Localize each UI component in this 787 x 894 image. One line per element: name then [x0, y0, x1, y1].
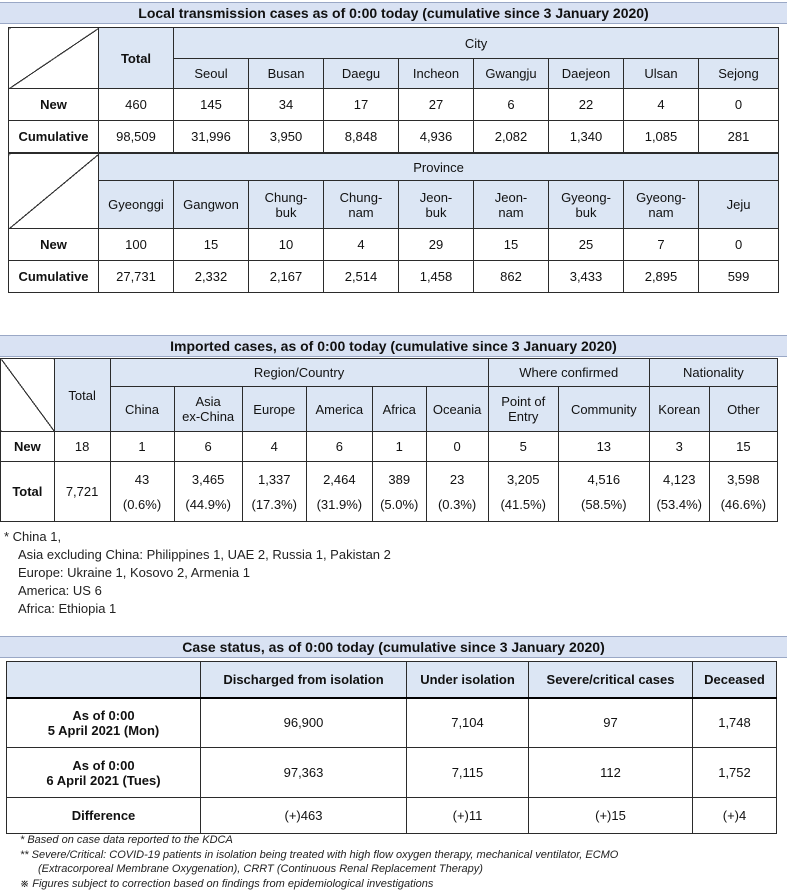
- imported-new-total: 18: [54, 432, 110, 462]
- imported-new-label: New: [1, 432, 55, 462]
- city-cum-cell: 281: [699, 121, 779, 153]
- imported-note-line: Africa: Ethiopia 1: [18, 601, 117, 616]
- prov-col: Gangwon: [174, 181, 249, 229]
- imported-note-line: Asia excluding China: Philippines 1, UAE 2, Russia 1, Pakistan 2: [18, 547, 391, 562]
- imported-total-cell: [488, 462, 558, 522]
- status-section-title: Case status, as of 0:00 today (cumulative since 3 January 2020): [0, 636, 787, 658]
- city-col-gwangju: Gwangju: [474, 59, 549, 89]
- status-cell: 7,104: [407, 698, 529, 748]
- status-row-label: [7, 748, 201, 798]
- imported-col: Other: [709, 387, 777, 432]
- city-cum-cell: 1,340: [549, 121, 624, 153]
- imported-total-cell: [372, 462, 426, 522]
- status-footnote: * Based on case data reported to the KDCA: [20, 834, 233, 846]
- prov-col: Jeon- buk: [399, 181, 474, 229]
- city-group-header: City: [174, 28, 779, 59]
- prov-new-cell: 7: [624, 229, 699, 261]
- city-new-label: New: [9, 89, 99, 121]
- imported-col: America: [306, 387, 372, 432]
- local-city-table: [8, 27, 779, 153]
- status-diff-cell: (+)463: [201, 798, 407, 834]
- city-col-sejong: Sejong: [699, 59, 779, 89]
- prov-new-cell: 10: [249, 229, 324, 261]
- imported-nationality-header: Nationality: [649, 359, 777, 387]
- status-col-severe: Severe/critical cases: [529, 662, 693, 698]
- prov-col: Gyeonggi: [99, 181, 174, 229]
- city-cum-cell: 4,936: [399, 121, 474, 153]
- status-row-label-line1: As of 0:00: [72, 707, 135, 723]
- imported-total-cell: [426, 462, 488, 522]
- imported-total-pct: (0.3%): [437, 496, 477, 512]
- status-cell: 7,115: [407, 748, 529, 798]
- status-footnote: ** Severe/Critical: COVID-19 patients in isolation being treated with high flow oxygen therapy, mechanical ventilator, ECMO: [20, 849, 619, 861]
- city-cum-cell: 3,950: [249, 121, 324, 153]
- status-footnote: ※ Figures subject to correction based on findings from epidemiological investigations: [20, 878, 434, 890]
- imported-total-cell: [306, 462, 372, 522]
- imported-total-value: 2,464: [323, 471, 356, 487]
- imported-col: Africa: [372, 387, 426, 432]
- city-cum-cell: 1,085: [624, 121, 699, 153]
- imported-total-header: Total: [54, 359, 110, 432]
- imported-total-cell: [110, 462, 174, 522]
- prov-new-cell: 15: [174, 229, 249, 261]
- prov-col: Jeju: [699, 181, 779, 229]
- city-total-header: Total: [99, 28, 174, 89]
- status-cell: 97: [529, 698, 693, 748]
- imported-total-pct: (5.0%): [380, 496, 419, 512]
- imported-total-pct: (31.9%): [316, 496, 363, 512]
- status-cell: 96,900: [201, 698, 407, 748]
- imported-new-cell: 1: [110, 432, 174, 462]
- status-row-label-line2: 6 April 2021 (Tues): [46, 772, 161, 788]
- imported-total-pct: (41.5%): [500, 496, 546, 512]
- imported-region-header: Region/Country: [110, 359, 488, 387]
- imported-total-pct: (53.4%): [656, 496, 702, 512]
- imported-total-value: 4,123: [662, 471, 696, 487]
- imported-total-value: 4,516: [587, 471, 621, 487]
- prov-cum-cell: 862: [474, 261, 549, 293]
- city-corner-cell: [9, 28, 99, 89]
- imported-total-value: 3,465: [191, 471, 225, 487]
- imported-new-cell: 6: [306, 432, 372, 462]
- imported-new-cell: 0: [426, 432, 488, 462]
- prov-cum-cell: 2,514: [324, 261, 399, 293]
- imported-col: Asia ex-China: [174, 387, 242, 432]
- imported-total-pct: (44.9%): [185, 496, 231, 512]
- local-province-table: [8, 153, 779, 293]
- status-cell: 1,748: [693, 698, 777, 748]
- city-new-cell: 145: [174, 89, 249, 121]
- province-group-header: Province: [99, 154, 779, 181]
- prov-new-label: New: [9, 229, 99, 261]
- status-corner-cell: [7, 662, 201, 698]
- imported-new-cell: 1: [372, 432, 426, 462]
- prov-cum-cell: 2,895: [624, 261, 699, 293]
- imported-total-pct: (0.6%): [122, 496, 162, 512]
- prov-cum-cell: 599: [699, 261, 779, 293]
- city-cum-cell: 2,082: [474, 121, 549, 153]
- prov-new-cell: 29: [399, 229, 474, 261]
- prov-col: Gyeong- buk: [549, 181, 624, 229]
- city-cum-label: Cumulative: [9, 121, 99, 153]
- imported-new-cell: 4: [242, 432, 306, 462]
- prov-cum-cell: 2,332: [174, 261, 249, 293]
- imported-total-value: 23: [449, 471, 465, 487]
- status-row-label-line1: As of 0:00: [72, 757, 135, 773]
- prov-col: Chung- buk: [249, 181, 324, 229]
- city-col-seoul: Seoul: [174, 59, 249, 89]
- city-new-cell: 27: [399, 89, 474, 121]
- prov-new-cell: 15: [474, 229, 549, 261]
- status-diff-cell: (+)11: [407, 798, 529, 834]
- imported-total-value: 3,598: [727, 471, 760, 487]
- prov-new-cell: 25: [549, 229, 624, 261]
- imported-table: [0, 358, 778, 522]
- prov-cum-label: Cumulative: [9, 261, 99, 293]
- status-row-label: [7, 698, 201, 748]
- status-diff-cell: (+)4: [693, 798, 777, 834]
- city-new-cell: 0: [699, 89, 779, 121]
- imported-total-cell: [649, 462, 709, 522]
- imported-total-label: Total: [1, 462, 55, 522]
- imported-corner-cell: [1, 359, 55, 432]
- city-col-daejeon: Daejeon: [549, 59, 624, 89]
- imported-total-cell: [174, 462, 242, 522]
- imported-col: Community: [558, 387, 649, 432]
- imported-col: Oceania: [426, 387, 488, 432]
- status-cell: 112: [529, 748, 693, 798]
- city-col-incheon: Incheon: [399, 59, 474, 89]
- status-col-discharged: Discharged from isolation: [201, 662, 407, 698]
- status-col-deceased: Deceased: [693, 662, 777, 698]
- province-corner-cell: [9, 154, 99, 229]
- imported-note-line: America: US 6: [18, 583, 102, 598]
- imported-new-cell: 13: [558, 432, 649, 462]
- imported-col: Korean: [649, 387, 709, 432]
- status-footnote: (Extracorporeal Membrane Oxygenation), CRRT (Continuous Renal Replacement Therapy): [38, 863, 483, 875]
- imported-new-cell: 5: [488, 432, 558, 462]
- city-new-cell: 4: [624, 89, 699, 121]
- imported-col: Europe: [242, 387, 306, 432]
- imported-total-value: 389: [388, 471, 411, 487]
- imported-total-value: 3,205: [506, 471, 540, 487]
- imported-new-cell: 15: [709, 432, 777, 462]
- imported-total-cell: [709, 462, 777, 522]
- imported-new-cell: 3: [649, 432, 709, 462]
- city-new-cell: 22: [549, 89, 624, 121]
- imported-total-pct: (17.3%): [251, 496, 298, 512]
- city-new-total: 460: [99, 89, 174, 121]
- prov-col: Chung- nam: [324, 181, 399, 229]
- city-cum-total: 98,509: [99, 121, 174, 153]
- prov-new-cell: 0: [699, 229, 779, 261]
- prov-cum-cell: 1,458: [399, 261, 474, 293]
- city-new-cell: 6: [474, 89, 549, 121]
- prov-new-cell: 4: [324, 229, 399, 261]
- prov-col: Gyeong- nam: [624, 181, 699, 229]
- imported-total-cell: [242, 462, 306, 522]
- city-col-daegu: Daegu: [324, 59, 399, 89]
- imported-total-value: 43: [134, 471, 150, 487]
- imported-section-title: Imported cases, as of 0:00 today (cumulative since 3 January 2020): [0, 335, 787, 357]
- imported-total-pct: (46.6%): [720, 496, 767, 512]
- prov-col: Jeon- nam: [474, 181, 549, 229]
- status-table: [6, 661, 777, 834]
- prov-cum-cell: 3,433: [549, 261, 624, 293]
- imported-col: China: [110, 387, 174, 432]
- imported-where-header: Where confirmed: [488, 359, 649, 387]
- imported-total-value: 1,337: [257, 471, 291, 487]
- imported-col: Point of Entry: [488, 387, 558, 432]
- imported-total-total: 7,721: [54, 462, 110, 522]
- city-col-ulsan: Ulsan: [624, 59, 699, 89]
- imported-total-cell: [558, 462, 649, 522]
- city-new-cell: 17: [324, 89, 399, 121]
- imported-new-cell: 6: [174, 432, 242, 462]
- prov-cum-cell: 27,731: [99, 261, 174, 293]
- city-cum-cell: 31,996: [174, 121, 249, 153]
- imported-total-pct: (58.5%): [581, 496, 627, 512]
- status-diff-label: Difference: [7, 798, 201, 834]
- status-cell: 97,363: [201, 748, 407, 798]
- city-cum-cell: 8,848: [324, 121, 399, 153]
- prov-new-cell: 100: [99, 229, 174, 261]
- city-new-cell: 34: [249, 89, 324, 121]
- status-col-isolation: Under isolation: [407, 662, 529, 698]
- status-row-label-line2: 5 April 2021 (Mon): [47, 722, 160, 738]
- status-diff-cell: (+)15: [529, 798, 693, 834]
- city-col-busan: Busan: [249, 59, 324, 89]
- local-section-title: Local transmission cases as of 0:00 today (cumulative since 3 January 2020): [0, 2, 787, 24]
- imported-note-line: Europe: Ukraine 1, Kosovo 2, Armenia 1: [18, 565, 250, 580]
- status-cell: 1,752: [693, 748, 777, 798]
- prov-cum-cell: 2,167: [249, 261, 324, 293]
- imported-note-line: * China 1,: [4, 529, 62, 544]
